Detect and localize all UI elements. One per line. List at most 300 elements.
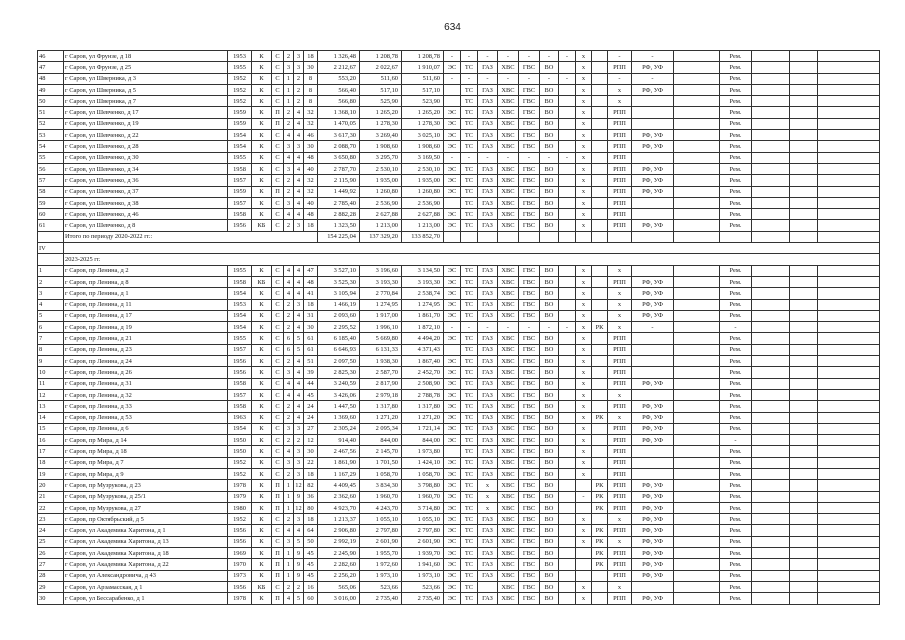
table-cell — [674, 367, 720, 378]
table-cell: 1 278,30 — [402, 118, 444, 129]
table-cell: 1 260,80 — [402, 186, 444, 197]
table-cell: ВО — [540, 457, 559, 468]
table-cell: ГВС — [519, 593, 540, 604]
table-cell: 2 256,20 — [318, 570, 360, 581]
table-cell: 1954 — [228, 130, 252, 141]
table-cell — [632, 152, 674, 163]
table-cell: ЭС — [444, 118, 461, 129]
table-cell: х — [608, 514, 632, 525]
table-cell: С — [272, 401, 284, 412]
table-cell — [720, 231, 752, 242]
table-cell — [674, 570, 720, 581]
table-cell: ГВС — [519, 220, 540, 231]
table-row — [38, 288, 880, 299]
table-cell: 4 371,43 — [402, 344, 444, 355]
table-cell: ЭС — [444, 186, 461, 197]
table-cell: 1955 — [228, 152, 252, 163]
table-cell: 5 669,80 — [360, 333, 402, 344]
table-cell: ГАЗ — [478, 593, 498, 604]
table-cell — [752, 152, 790, 163]
table-cell — [674, 163, 720, 174]
table-cell: С — [272, 51, 284, 62]
table-cell: РПП — [608, 525, 632, 536]
table-cell: ЭС — [444, 378, 461, 389]
table-cell: 32 — [304, 107, 318, 118]
table-cell: Рем. — [720, 186, 752, 197]
table-cell: 2 601,90 — [402, 536, 444, 547]
table-cell — [790, 118, 818, 129]
table-cell — [790, 570, 818, 581]
table-cell: РПП — [608, 276, 632, 287]
table-cell: 566,40 — [318, 84, 360, 95]
table-cell: 3 — [294, 468, 304, 479]
table-cell: 4 — [294, 288, 304, 299]
table-cell — [790, 378, 818, 389]
table-cell: ТС — [461, 107, 478, 118]
table-cell: х — [576, 457, 592, 468]
table-cell — [818, 175, 880, 186]
table-cell: 3 105,94 — [318, 288, 360, 299]
table-cell: х — [576, 401, 592, 412]
table-cell: 2 787,70 — [318, 163, 360, 174]
table-cell: ГВС — [519, 288, 540, 299]
table-cell: ЭС — [444, 130, 461, 141]
table-cell: РПП — [608, 141, 632, 152]
table-cell: ВО — [540, 141, 559, 152]
table-cell: К — [252, 435, 272, 446]
table-cell — [559, 457, 576, 468]
table-cell — [592, 344, 608, 355]
table-cell: - — [540, 322, 559, 333]
table-cell: - — [720, 435, 752, 446]
address-cell: г Саров, пр Октябрьский, д 5 — [64, 514, 228, 525]
table-cell: 22 — [304, 457, 318, 468]
table-cell: ТС — [461, 536, 478, 547]
table-row — [38, 412, 880, 423]
table-cell: Рем. — [720, 152, 752, 163]
table-cell: 4 — [284, 288, 294, 299]
row-number-cell: 59 — [38, 197, 64, 208]
table-cell: 4 — [294, 186, 304, 197]
table-cell — [592, 288, 608, 299]
table-cell: 3 — [294, 423, 304, 434]
table-cell: Рем. — [720, 276, 752, 287]
table-cell: РПП — [608, 559, 632, 570]
table-cell: 2 — [284, 412, 294, 423]
table-cell: 3 — [284, 141, 294, 152]
table-cell — [592, 367, 608, 378]
table-cell — [592, 96, 608, 107]
table-cell — [752, 118, 790, 129]
table-cell — [592, 468, 608, 479]
table-cell: РФ, УФ — [632, 548, 674, 559]
table-cell: 1 213,00 — [402, 220, 444, 231]
table-cell: ВО — [540, 401, 559, 412]
table-cell: РПП — [608, 107, 632, 118]
table-cell: 3 — [294, 299, 304, 310]
table-cell: 3 527,10 — [318, 265, 360, 276]
table-cell: х — [576, 435, 592, 446]
table-cell: 1970 — [228, 559, 252, 570]
table-cell: х — [576, 62, 592, 73]
table-cell: С — [272, 130, 284, 141]
table-cell: - — [498, 51, 519, 62]
table-cell: ТС — [461, 163, 478, 174]
table-cell: 24 — [304, 401, 318, 412]
table-cell: 18 — [304, 299, 318, 310]
table-cell: ГВС — [519, 356, 540, 367]
table-cell: 553,20 — [318, 73, 360, 84]
table-cell — [752, 51, 790, 62]
table-cell: РК — [592, 502, 608, 513]
table-cell: ГАЗ — [478, 536, 498, 547]
table-cell: 4 — [294, 197, 304, 208]
table-cell: ГАЗ — [478, 356, 498, 367]
table-cell: РПП — [608, 468, 632, 479]
table-cell: ТС — [461, 423, 478, 434]
table-cell: С — [272, 62, 284, 73]
table-cell — [790, 310, 818, 321]
table-cell: ВО — [540, 536, 559, 547]
table-cell: РФ, УФ — [632, 412, 674, 423]
table-cell — [592, 457, 608, 468]
table-cell: 3 — [294, 220, 304, 231]
row-number-cell: 51 — [38, 107, 64, 118]
table-cell: 517,10 — [402, 84, 444, 95]
table-cell: 3 617,30 — [318, 130, 360, 141]
row-number-cell: 15 — [38, 423, 64, 434]
table-cell — [790, 96, 818, 107]
table-cell: 1 973,10 — [360, 570, 402, 581]
table-cell: ЭС — [444, 581, 461, 592]
table-cell: 2 — [284, 118, 294, 129]
address-cell: г Саров, пр Ленина, д 24 — [64, 356, 228, 367]
table-cell — [519, 231, 540, 242]
table-cell — [559, 570, 576, 581]
table-cell: ЭС — [444, 220, 461, 231]
table-cell: РПП — [608, 423, 632, 434]
table-row — [38, 536, 880, 547]
table-cell — [592, 401, 608, 412]
table-cell: РПП — [608, 457, 632, 468]
table-cell: ХВС — [498, 130, 519, 141]
table-cell: х — [576, 367, 592, 378]
address-cell: г Саров, пр Ленина, д 26 — [64, 367, 228, 378]
table-cell: 18 — [304, 514, 318, 525]
table-cell: РПП — [608, 209, 632, 220]
row-number-cell: 5 — [38, 310, 64, 321]
table-cell — [818, 197, 880, 208]
table-cell: х — [576, 209, 592, 220]
table-cell: 1958 — [228, 276, 252, 287]
address-cell: г Саров, ул Александровича, д 43 — [64, 570, 228, 581]
table-cell: 1956 — [228, 536, 252, 547]
table-cell: ЭС — [444, 502, 461, 513]
table-cell: РК — [592, 491, 608, 502]
table-cell: 8 — [304, 96, 318, 107]
table-cell: РПП — [608, 480, 632, 491]
table-cell: х — [576, 186, 592, 197]
table-cell: 1 973,10 — [402, 570, 444, 581]
row-number-cell: 57 — [38, 175, 64, 186]
table-cell: ГАЗ — [478, 401, 498, 412]
table-cell: 1963 — [228, 412, 252, 423]
table-cell: 1954 — [228, 141, 252, 152]
table-cell: 1 208,78 — [402, 51, 444, 62]
table-cell: К — [252, 209, 272, 220]
table-cell: К — [252, 570, 272, 581]
row-number-cell: 22 — [38, 502, 64, 513]
table-cell: ЭС — [444, 491, 461, 502]
table-cell — [752, 209, 790, 220]
row-number-cell: 1 — [38, 265, 64, 276]
table-cell: ХВС — [498, 401, 519, 412]
table-cell — [592, 51, 608, 62]
address-cell: г Саров, пр Ленина, д 6 — [64, 423, 228, 434]
table-cell: 4 409,45 — [318, 480, 360, 491]
table-cell: ЭС — [444, 548, 461, 559]
table-cell: 3 240,59 — [318, 378, 360, 389]
table-cell: 1959 — [228, 186, 252, 197]
table-cell: 4 — [294, 356, 304, 367]
table-cell: 2 735,40 — [402, 593, 444, 604]
table-cell: ГВС — [519, 118, 540, 129]
address-cell: г Саров, пр Ленина, д 8 — [64, 276, 228, 287]
table-cell: Рем. — [720, 525, 752, 536]
table-cell: - — [461, 51, 478, 62]
row-number-cell: 21 — [38, 491, 64, 502]
table-cell: х — [576, 163, 592, 174]
row-number-cell: 54 — [38, 141, 64, 152]
table-cell: Рем. — [720, 62, 752, 73]
table-cell: 2 — [284, 186, 294, 197]
table-cell — [752, 276, 790, 287]
table-cell: ХВС — [498, 502, 519, 513]
table-cell: - — [576, 491, 592, 502]
table-cell — [790, 389, 818, 400]
table-cell — [790, 299, 818, 310]
table-cell — [818, 356, 880, 367]
table-cell: К — [252, 107, 272, 118]
table-cell — [818, 130, 880, 141]
table-cell: х — [608, 389, 632, 400]
table-cell: 3 426,06 — [318, 389, 360, 400]
table-cell: ГАЗ — [478, 570, 498, 581]
table-cell: К — [252, 333, 272, 344]
table-row — [38, 163, 880, 174]
table-cell — [818, 73, 880, 84]
table-cell: Рем. — [720, 457, 752, 468]
address-cell: г Саров, ул Шевченко, д 22 — [64, 130, 228, 141]
table-cell: 2 097,50 — [318, 356, 360, 367]
table-cell: 1 973,80 — [402, 446, 444, 457]
table-cell: РК — [592, 322, 608, 333]
table-cell: 64 — [304, 525, 318, 536]
table-cell — [444, 197, 461, 208]
table-cell: ВО — [540, 265, 559, 276]
table-cell: ВО — [540, 310, 559, 321]
table-cell: х — [576, 130, 592, 141]
table-cell — [818, 468, 880, 479]
table-cell: 9 — [294, 548, 304, 559]
table-cell: П — [272, 107, 284, 118]
row-number-cell: 56 — [38, 163, 64, 174]
row-number-cell: 16 — [38, 435, 64, 446]
table-cell — [674, 175, 720, 186]
row-number-cell: 14 — [38, 412, 64, 423]
table-cell: х — [576, 51, 592, 62]
table-cell: х — [576, 175, 592, 186]
table-cell: ГВС — [519, 197, 540, 208]
row-number-cell: 23 — [38, 514, 64, 525]
table-cell: ВО — [540, 163, 559, 174]
table-cell — [559, 378, 576, 389]
table-cell: 4 494,20 — [402, 333, 444, 344]
table-cell: 2 — [284, 175, 294, 186]
table-cell — [752, 457, 790, 468]
table-cell — [752, 96, 790, 107]
table-cell: РФ, УФ — [632, 593, 674, 604]
table-cell: ЭС — [444, 175, 461, 186]
table-cell: 2 508,90 — [402, 378, 444, 389]
table-cell: ГВС — [519, 446, 540, 457]
table-cell: х — [576, 84, 592, 95]
table-cell: С — [272, 197, 284, 208]
table-cell: С — [272, 333, 284, 344]
table-cell: х — [576, 299, 592, 310]
table-cell: 2 735,40 — [360, 593, 402, 604]
table-cell — [674, 186, 720, 197]
table-cell: х — [576, 581, 592, 592]
table-cell: РК — [592, 525, 608, 536]
table-cell: С — [272, 389, 284, 400]
table-cell: 45 — [304, 570, 318, 581]
table-cell: ХВС — [498, 299, 519, 310]
table-cell: ГАЗ — [478, 412, 498, 423]
table-cell — [559, 163, 576, 174]
table-row — [38, 141, 880, 152]
table-cell — [790, 457, 818, 468]
table-cell: ТС — [461, 491, 478, 502]
table-cell: КБ — [252, 581, 272, 592]
table-cell: 39 — [304, 367, 318, 378]
table-cell: 9 — [294, 559, 304, 570]
table-cell: ЭС — [444, 367, 461, 378]
table-cell: Рем. — [720, 356, 752, 367]
table-cell: 1954 — [228, 310, 252, 321]
table-cell: ГАЗ — [478, 197, 498, 208]
table-cell: ГАЗ — [478, 141, 498, 152]
address-cell: г Саров, ул Шверника, д 7 — [64, 96, 228, 107]
table-cell: ХВС — [498, 265, 519, 276]
table-cell: х — [576, 265, 592, 276]
table-cell — [818, 423, 880, 434]
table-cell: 523,90 — [402, 96, 444, 107]
table-cell: 1952 — [228, 457, 252, 468]
table-cell: 3 — [294, 51, 304, 62]
section-label — [64, 243, 880, 254]
table-cell: 1 271,20 — [360, 412, 402, 423]
table-cell: х — [576, 536, 592, 547]
table-cell: ЭС — [444, 480, 461, 491]
table-cell: ГВС — [519, 570, 540, 581]
table-cell: - — [608, 73, 632, 84]
table-cell: 3 016,00 — [318, 593, 360, 604]
table-cell: Рем. — [720, 209, 752, 220]
table-cell — [559, 197, 576, 208]
table-cell — [790, 73, 818, 84]
table-cell — [592, 118, 608, 129]
table-cell: ГАЗ — [478, 446, 498, 457]
table-cell: ТС — [461, 299, 478, 310]
table-cell — [752, 581, 790, 592]
address-cell: г Саров, ул Академика Харитона, д 22 — [64, 559, 228, 570]
table-cell: ГВС — [519, 310, 540, 321]
table-cell — [592, 389, 608, 400]
table-cell: 3 — [284, 423, 294, 434]
table-cell — [674, 322, 720, 333]
table-cell — [674, 593, 720, 604]
table-cell: 2 212,67 — [318, 62, 360, 73]
table-cell: К — [252, 525, 272, 536]
table-cell: С — [272, 423, 284, 434]
table-cell: ХВС — [498, 118, 519, 129]
table-cell: К — [252, 186, 272, 197]
table-cell: ЭС — [444, 525, 461, 536]
table-cell: ГАЗ — [478, 389, 498, 400]
table-row — [38, 480, 880, 491]
table-cell: Рем. — [720, 581, 752, 592]
table-cell: РК — [592, 536, 608, 547]
table-cell: 3 295,70 — [360, 152, 402, 163]
table-cell: х — [576, 333, 592, 344]
table-cell — [790, 130, 818, 141]
table-cell: Рем. — [720, 491, 752, 502]
table-cell: ВО — [540, 446, 559, 457]
table-cell: ХВС — [498, 480, 519, 491]
table-cell — [674, 536, 720, 547]
table-cell — [790, 276, 818, 287]
table-cell — [790, 209, 818, 220]
table-cell: ГАЗ — [478, 468, 498, 479]
table-cell: 1 861,70 — [402, 310, 444, 321]
table-cell: - — [519, 73, 540, 84]
table-cell: х — [576, 412, 592, 423]
table-cell: 4 — [284, 389, 294, 400]
table-cell: ЭС — [444, 536, 461, 547]
table-cell: РФ, УФ — [632, 525, 674, 536]
table-cell: ХВС — [498, 107, 519, 118]
table-cell — [444, 231, 461, 242]
table-cell: Рем. — [720, 378, 752, 389]
table-cell — [592, 446, 608, 457]
table-cell: 3 — [284, 163, 294, 174]
table-cell — [818, 344, 880, 355]
table-cell: П — [272, 593, 284, 604]
table-row — [38, 118, 880, 129]
table-cell: 2 362,60 — [318, 491, 360, 502]
table-cell: 511,60 — [402, 73, 444, 84]
table-cell: ГАЗ — [478, 186, 498, 197]
table-cell — [790, 333, 818, 344]
table-cell — [790, 367, 818, 378]
table-cell: ЭС — [444, 412, 461, 423]
table-row — [38, 581, 880, 592]
table-cell: ЭС — [444, 288, 461, 299]
table-cell — [592, 130, 608, 141]
table-cell — [674, 310, 720, 321]
table-cell: ХВС — [498, 367, 519, 378]
